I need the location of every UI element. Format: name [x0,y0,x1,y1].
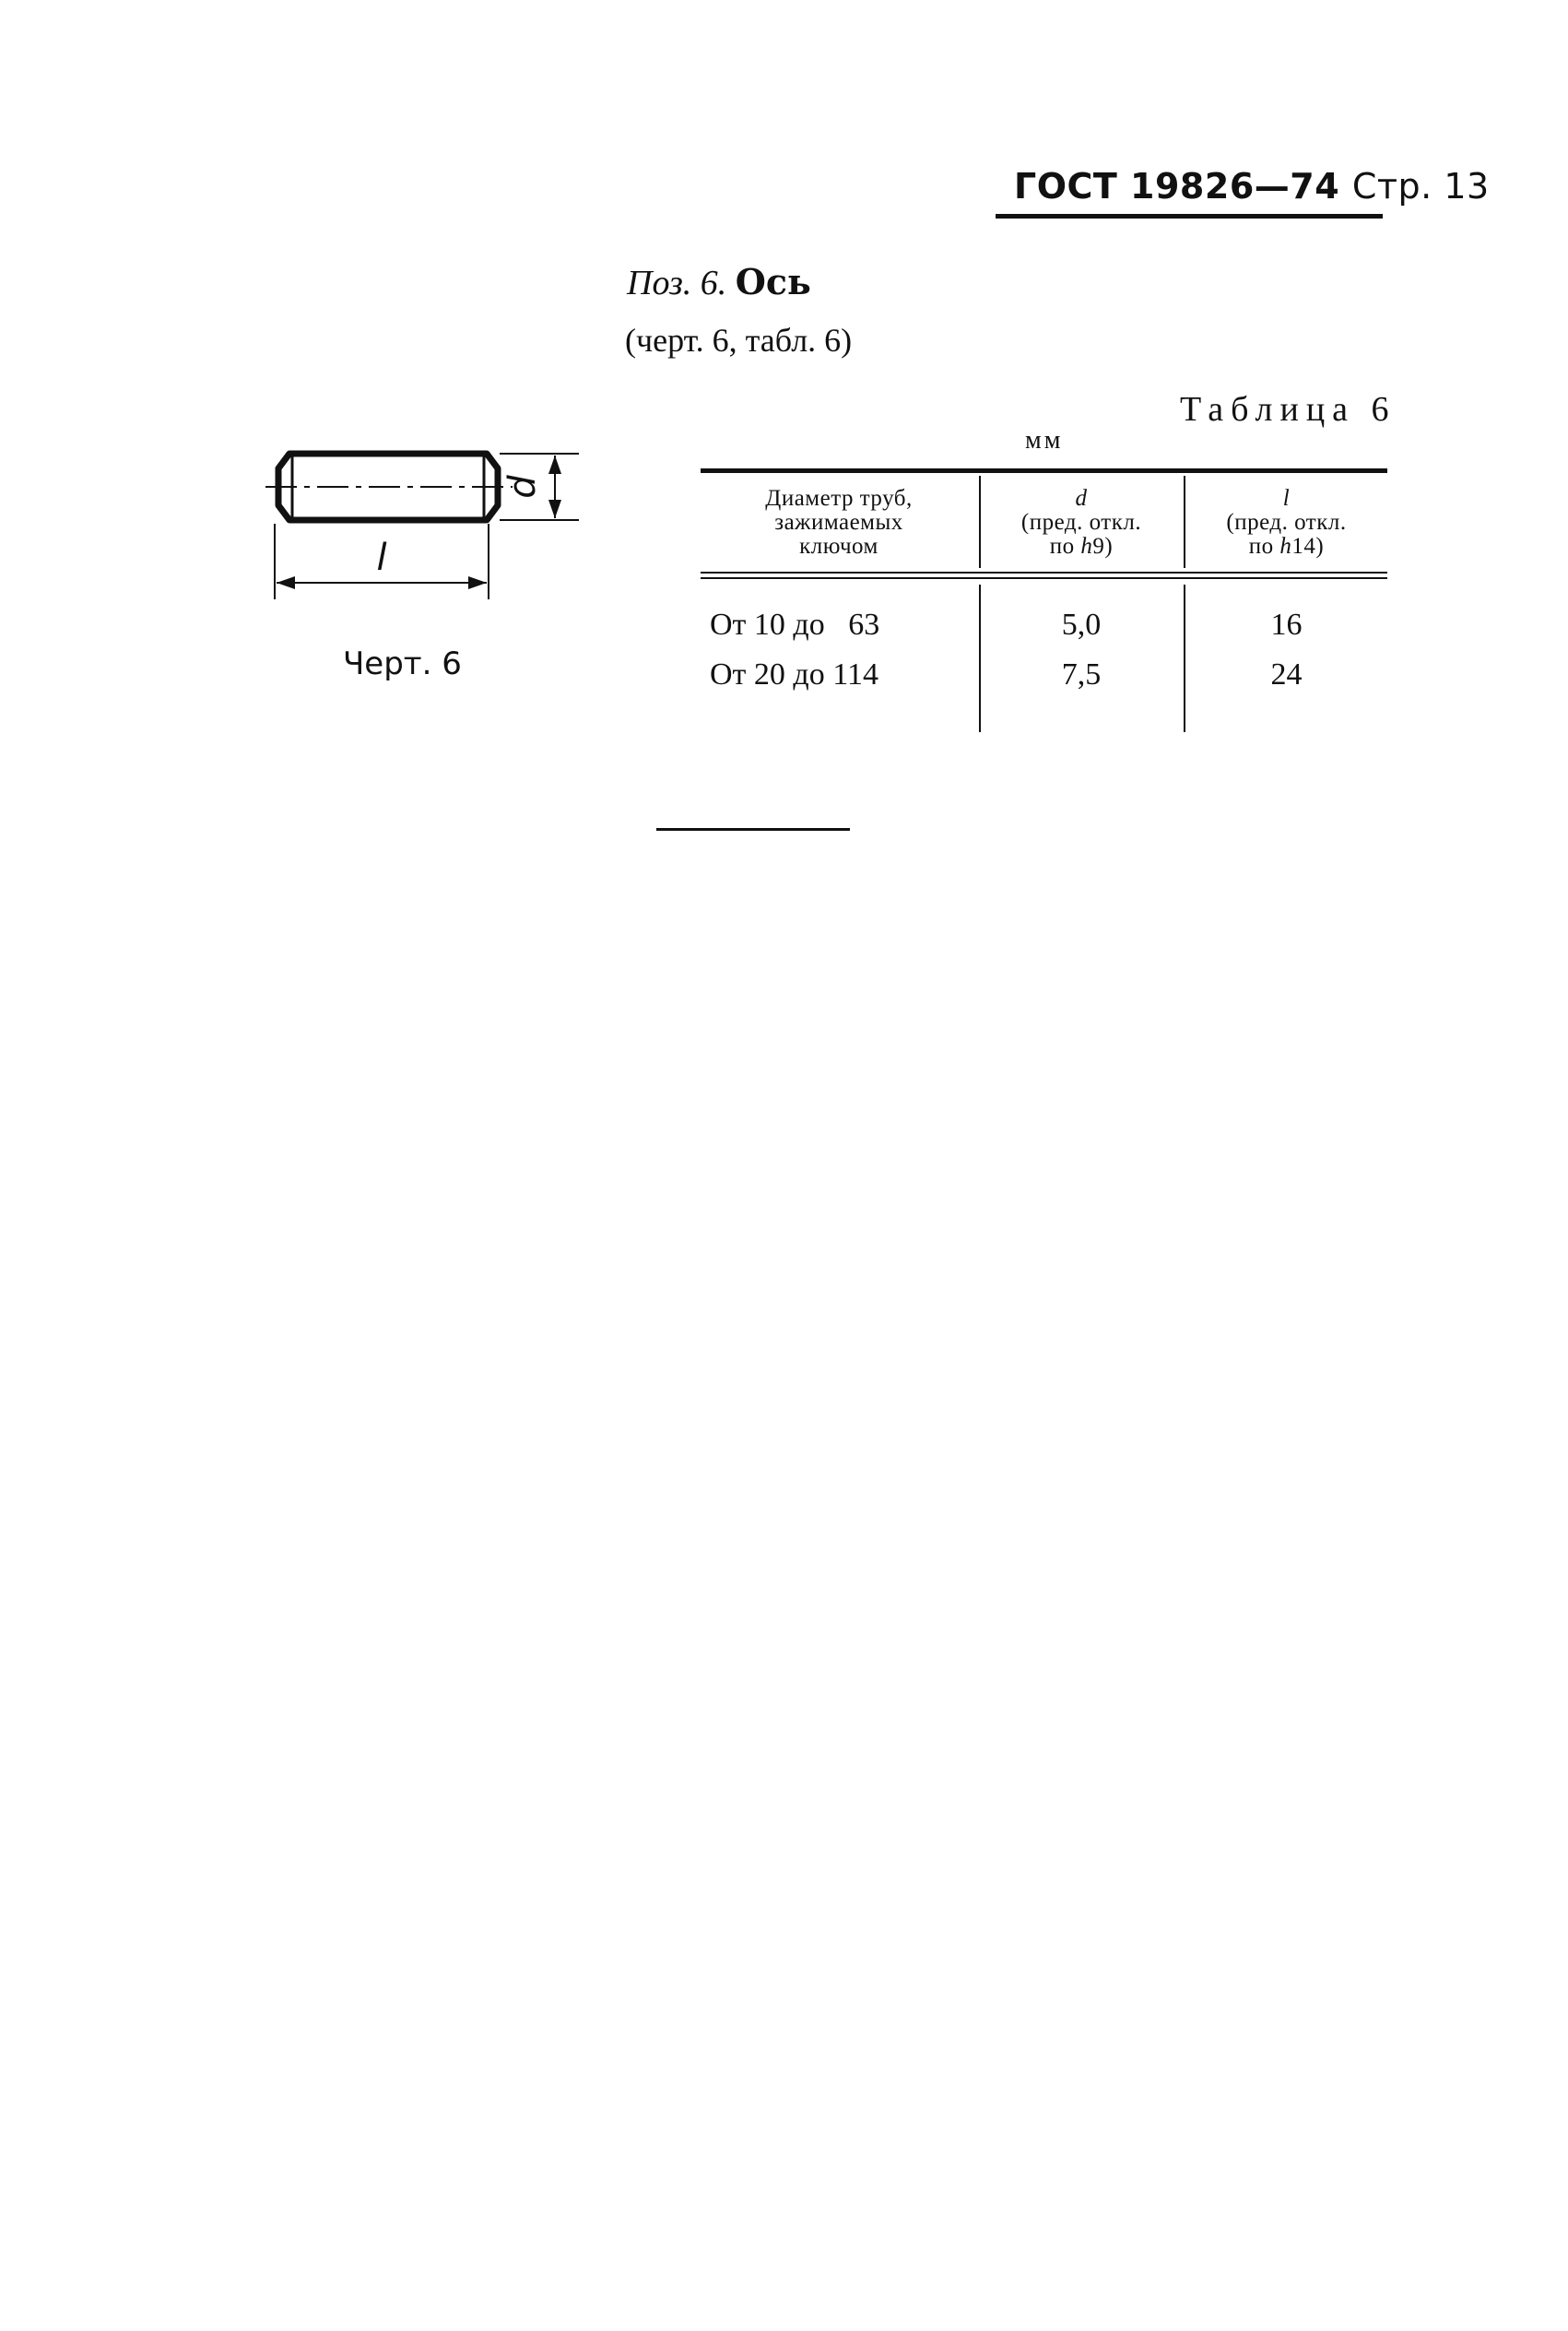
position-heading [627,261,811,303]
cell-l: 24 [1270,657,1303,692]
d-arrow-top [548,456,561,474]
d-arrow-bottom [548,500,561,518]
standard-number: ГОСТ 19826—74 [1014,166,1340,207]
header-rule [996,214,1383,219]
position-references: (черт. 6, табл. 6) [625,322,853,359]
table-units: мм [1025,426,1064,455]
document-header [1014,166,1490,207]
header-l: l (пред. откл. по h14) [1226,486,1347,559]
header-rule-1 [701,572,1387,574]
table-top-rule [701,468,1387,473]
cell-l: 16 [1270,608,1303,642]
drawing-caption: Черт. 6 [343,645,462,682]
header-d: d (пред. откл. по h9) [1020,486,1142,559]
page-number: Стр. 13 [1351,166,1490,207]
l-arrow-left [277,576,295,589]
l-arrow-right [468,576,487,589]
header-pipe-diameter: Диаметр труб, зажимаемых ключом [765,486,913,559]
dimension-l-label: l [376,537,387,579]
header-rule-2 [701,577,1387,579]
end-of-section-rule [656,828,850,831]
cell-d: 7,5 [1061,657,1102,692]
position-name: Ось [735,261,811,302]
cell-d: 5,0 [1061,608,1102,642]
table-6 [701,468,1387,745]
axle-drawing [258,433,608,609]
cell-range: От 20 до 114 [710,657,878,692]
dimension-d-label: d [501,475,544,499]
position-prefix: Поз. 6. [627,264,727,302]
cell-range: От 10 до 63 [710,608,880,642]
table-title: Таблица 6 [1180,390,1397,429]
